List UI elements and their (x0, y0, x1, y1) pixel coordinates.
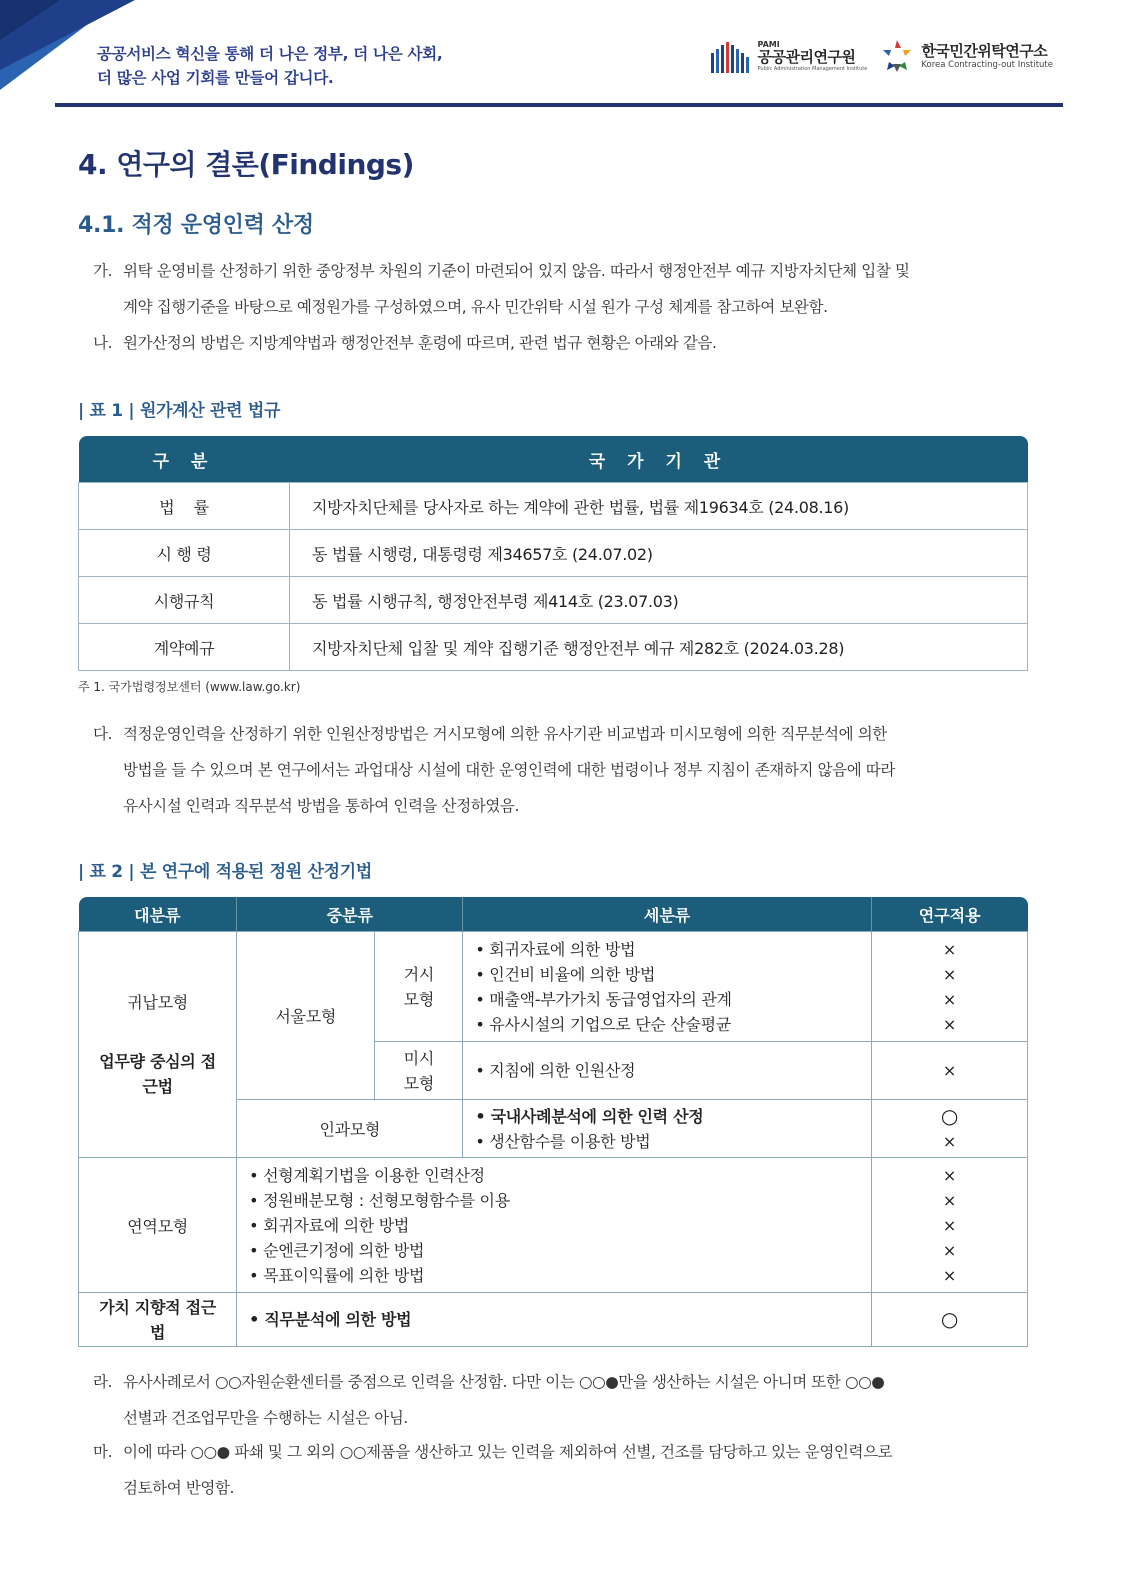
table2-major-value (79, 1293, 237, 1347)
table1-cell-category: 시 행 령 (79, 530, 290, 577)
para-ga-line1: 위탁 운영비를 산정하기 위한 중앙정부 차원의 기준이 마련되어 있지 않음. 따라서 행정안전부 예규 지방자치단체 입찰 및 (123, 262, 910, 280)
table2-mid-causal: 인과모형 (237, 1100, 463, 1158)
para-na-mark: 나. (93, 334, 113, 352)
pami-name: 공공관리연구원 (757, 47, 856, 66)
table2-major-deductive: 연역모형 (79, 1158, 237, 1293)
table2-header-applied: 연구적용 (871, 897, 1027, 932)
list-item: • 목표이익률에 의한 방법 (249, 1265, 425, 1285)
list-item: • 회귀자료에 의한 방법 (249, 1215, 410, 1235)
table2 (78, 897, 1028, 1347)
applied-mark: × (942, 989, 956, 1009)
table1-cell-category: 계약예규 (79, 624, 290, 671)
micro-label: 미시 모형 (403, 1048, 434, 1093)
list-item: • 유사시설의 기업으로 단순 산술평균 (475, 1014, 731, 1034)
para-da-line3: 유사시설 인력과 직무분석 방법을 통하여 인력을 산정하였음. (123, 797, 520, 815)
table1-header-row (79, 436, 1028, 483)
table1-cell-category: 시행규칙 (79, 577, 290, 624)
table2-micro-items (463, 1042, 871, 1100)
para-ma-line1: 이에 따라 ○○● 파쇄 및 그 외의 ○○제품을 생산하고 있는 인력을 제외하여 선별, 건조를 담당하고 있는 운영인력으로 (123, 1443, 893, 1461)
applied-mark: × (942, 1190, 956, 1210)
table-row (79, 624, 1028, 671)
table2-header-major: 대분류 (79, 897, 237, 932)
table2-deductive-marks (871, 1158, 1027, 1293)
table2-header-sub: 세분류 (463, 897, 871, 932)
table2-value-items (237, 1293, 872, 1347)
table1-cell-category: 법 률 (79, 483, 290, 530)
tagline-line2: 더 많은 사업 기회를 만들어 갑니다. (97, 69, 334, 87)
para-ra (93, 1364, 1033, 1436)
applied-mark: × (942, 1131, 956, 1151)
para-na-line1: 원가산정의 방법은 지방계약법과 행정안전부 훈령에 따르며, 관련 법규 현황은 아래와 같음. (123, 334, 717, 352)
table1-cell-law: 지방자치단체를 당사자로 하는 계약에 관한 법률, 법률 제19634호 (24.08.16) (290, 483, 1028, 530)
list-item: • 국내사례분석에 의한 인력 산정 (475, 1106, 704, 1126)
table-row (79, 1158, 1028, 1293)
list-item: • 순엔큰기정에 의한 방법 (249, 1240, 425, 1260)
table1-header-agency: 국 가 기 관 (290, 436, 1028, 483)
table-row (79, 1293, 1028, 1347)
header-tagline (97, 42, 442, 90)
table1-note: 주 1. 국가법령정보센터 (www.law.go.kr) (78, 680, 301, 694)
header-divider (55, 103, 1063, 107)
list-item: • 직무분석에 의한 방법 (249, 1310, 412, 1329)
table2-major-inductive (79, 932, 237, 1158)
table2-causal-marks (871, 1100, 1027, 1158)
kci-name: 한국민간위탁연구소 (921, 41, 1048, 60)
para-ra-line2: 선별과 건조업무만을 수행하는 시설은 아님. (123, 1409, 408, 1427)
table2-sub-macro (375, 932, 463, 1042)
para-da-line1: 적정운영인력을 산정하기 위한 인원산정방법은 거시모형에 의한 유사기관 비교법과 미시모형에 의한 직무분석에 의한 (123, 725, 887, 743)
applied-mark: × (942, 1265, 956, 1285)
table1-header-category: 구 분 (79, 436, 290, 483)
applied-mark: × (942, 1215, 956, 1235)
header-logos (709, 38, 1053, 74)
tagline-line1: 공공서비스 혁신을 통해 더 나은 정부, 더 나은 사회, (97, 45, 443, 63)
list-item: • 인건비 비율에 의한 방법 (475, 964, 656, 984)
macro-label: 거시 모형 (403, 964, 434, 1009)
table2-header-row (79, 897, 1028, 932)
applied-mark: × (942, 939, 956, 959)
kci-subtitle: Korea Contracting-out Institute (921, 59, 1053, 70)
pami-subtitle: Public Administration Management Institute (757, 65, 868, 72)
applied-mark: × (942, 1014, 956, 1034)
table1-caption: | 표 1 | 원가계산 관련 법규 (78, 401, 281, 421)
kci-logo (879, 38, 1053, 74)
table2-sub-micro (375, 1042, 463, 1100)
list-item: • 정원배분모형 : 선형모형함수를 이용 (249, 1190, 510, 1210)
list-item: • 선형계획기법을 이용한 인력산정 (249, 1165, 485, 1185)
para-ga-line2: 계약 집행기준을 바탕으로 예정원가를 구성하였으며, 유사 민간위탁 시설 원가 구성 체계를 참고하여 보완함. (123, 298, 828, 316)
applied-mark: × (942, 1061, 956, 1080)
value-approach-label: 가치 지향적 접근법 (99, 1297, 216, 1342)
table-row (79, 932, 1028, 1042)
workload-approach-label: 업무량 중심의 접근법 (99, 1052, 216, 1096)
table2-deductive-items (237, 1158, 872, 1293)
table2-causal-items (463, 1100, 871, 1158)
table-row (79, 530, 1028, 577)
pami-logo (709, 39, 867, 73)
table2-mid-seoul: 서울모형 (237, 932, 375, 1100)
applied-mark: × (942, 1165, 956, 1185)
table2-macro-items (463, 932, 871, 1042)
table2-macro-marks (871, 932, 1027, 1042)
para-da-mark: 다. (93, 725, 113, 743)
inductive-label: 귀납모형 (127, 993, 188, 1012)
para-ra-mark: 라. (93, 1373, 113, 1391)
table2-value-marks (871, 1293, 1027, 1347)
pami-acronym: PAMI (757, 39, 780, 49)
table-row (79, 577, 1028, 624)
applied-mark: ○ (940, 1307, 958, 1331)
section-subtitle: 4.1. 적정 운영인력 산정 (78, 213, 314, 238)
para-da (93, 716, 1033, 824)
para-ga-mark: 가. (93, 262, 113, 280)
applied-mark: × (942, 964, 956, 984)
list-item: • 매출액-부가가치 동급영업자의 관계 (475, 989, 732, 1009)
kci-star-icon (879, 38, 915, 74)
para-na (93, 325, 1033, 361)
pami-bars-icon (709, 39, 751, 73)
table2-header-middle: 중분류 (237, 897, 463, 932)
applied-mark: × (942, 1240, 956, 1260)
para-ma-line2: 검토하여 반영함. (123, 1479, 235, 1497)
table1-cell-law: 동 법률 시행규칙, 행정안전부령 제414호 (23.07.03) (290, 577, 1028, 624)
table1-cell-law: 지방자치단체 입찰 및 계약 집행기준 행정안전부 예규 제282호 (2024.03.28) (290, 624, 1028, 671)
section-title: 4. 연구의 결론(Findings) (78, 148, 414, 181)
table1-cell-law: 동 법률 시행령, 대통령령 제34657호 (24.07.02) (290, 530, 1028, 577)
list-item: • 회귀자료에 의한 방법 (475, 939, 636, 959)
list-item: • 생산함수를 이용한 방법 (475, 1131, 651, 1151)
list-item: • 지침에 의한 인원산정 (475, 1061, 636, 1080)
para-ra-line1: 유사사례로서 ○○자원순환센터를 중점으로 인력을 산정함. 다만 이는 ○○●만을 생산하는 시설은 아니며 또한 ○○● (123, 1373, 885, 1391)
para-ma (93, 1434, 1033, 1506)
table1 (78, 436, 1028, 671)
table2-caption: | 표 2 | 본 연구에 적용된 정원 산정기법 (78, 862, 373, 882)
para-da-line2: 방법을 들 수 있으며 본 연구에서는 과업대상 시설에 대한 운영인력에 대한 법령이나 정부 지침이 존재하지 않음에 따라 (123, 761, 895, 779)
table2-micro-marks (871, 1042, 1027, 1100)
para-ma-mark: 마. (93, 1443, 113, 1461)
table-row (79, 483, 1028, 530)
para-ga (93, 253, 1033, 325)
applied-mark: ○ (940, 1103, 958, 1128)
